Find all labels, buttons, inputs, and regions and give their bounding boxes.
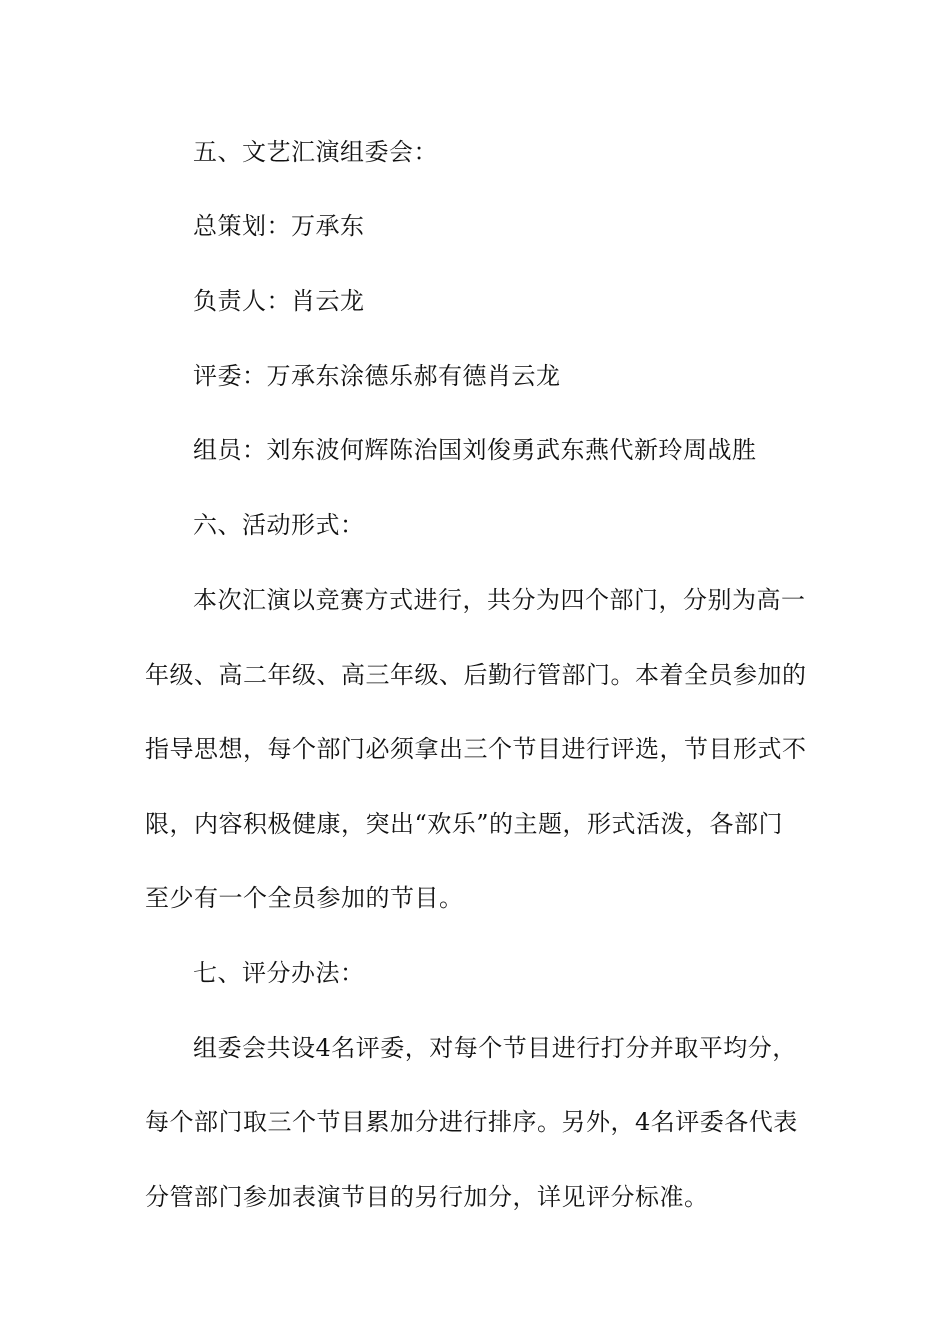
paragraph-scoring-line: 每个部门取三个节目累加分进行排序。另外，4名评委各代表	[145, 1108, 798, 1136]
paragraph-format-line: 本次汇演以竞赛方式进行，共分为四个部门，分别为高一	[193, 586, 806, 614]
paragraph-scoring-line: 组委会共设4名评委，对每个节目进行打分并取平均分，	[193, 1034, 797, 1062]
paragraph-format-line: 至少有一个全员参加的节目。	[145, 884, 464, 912]
section-heading-committee: 五、文艺汇演组委会：	[193, 138, 438, 166]
paragraph-format-line: 年级、高二年级、高三年级、后勤行管部门。本着全员参加的	[145, 661, 807, 689]
chief-planner-line: 总策划：万承东	[193, 212, 365, 240]
judges-line: 评委：万承东涂德乐郝有德肖云龙	[193, 362, 561, 390]
paragraph-format-line: 限，内容积极健康，突出“欢乐”的主题，形式活泼，各部门	[145, 810, 784, 838]
person-in-charge-line: 负责人：肖云龙	[193, 287, 365, 315]
section-heading-scoring: 七、评分办法：	[193, 959, 365, 987]
section-heading-format: 六、活动形式：	[193, 511, 365, 539]
paragraph-format-line: 指导思想，每个部门必须拿出三个节目进行评选，节目形式不	[145, 735, 807, 763]
paragraph-scoring-line: 分管部门参加表演节目的另行加分，详见评分标准。	[145, 1183, 709, 1211]
members-line: 组员：刘东波何辉陈治国刘俊勇武东燕代新玲周战胜	[193, 436, 757, 464]
